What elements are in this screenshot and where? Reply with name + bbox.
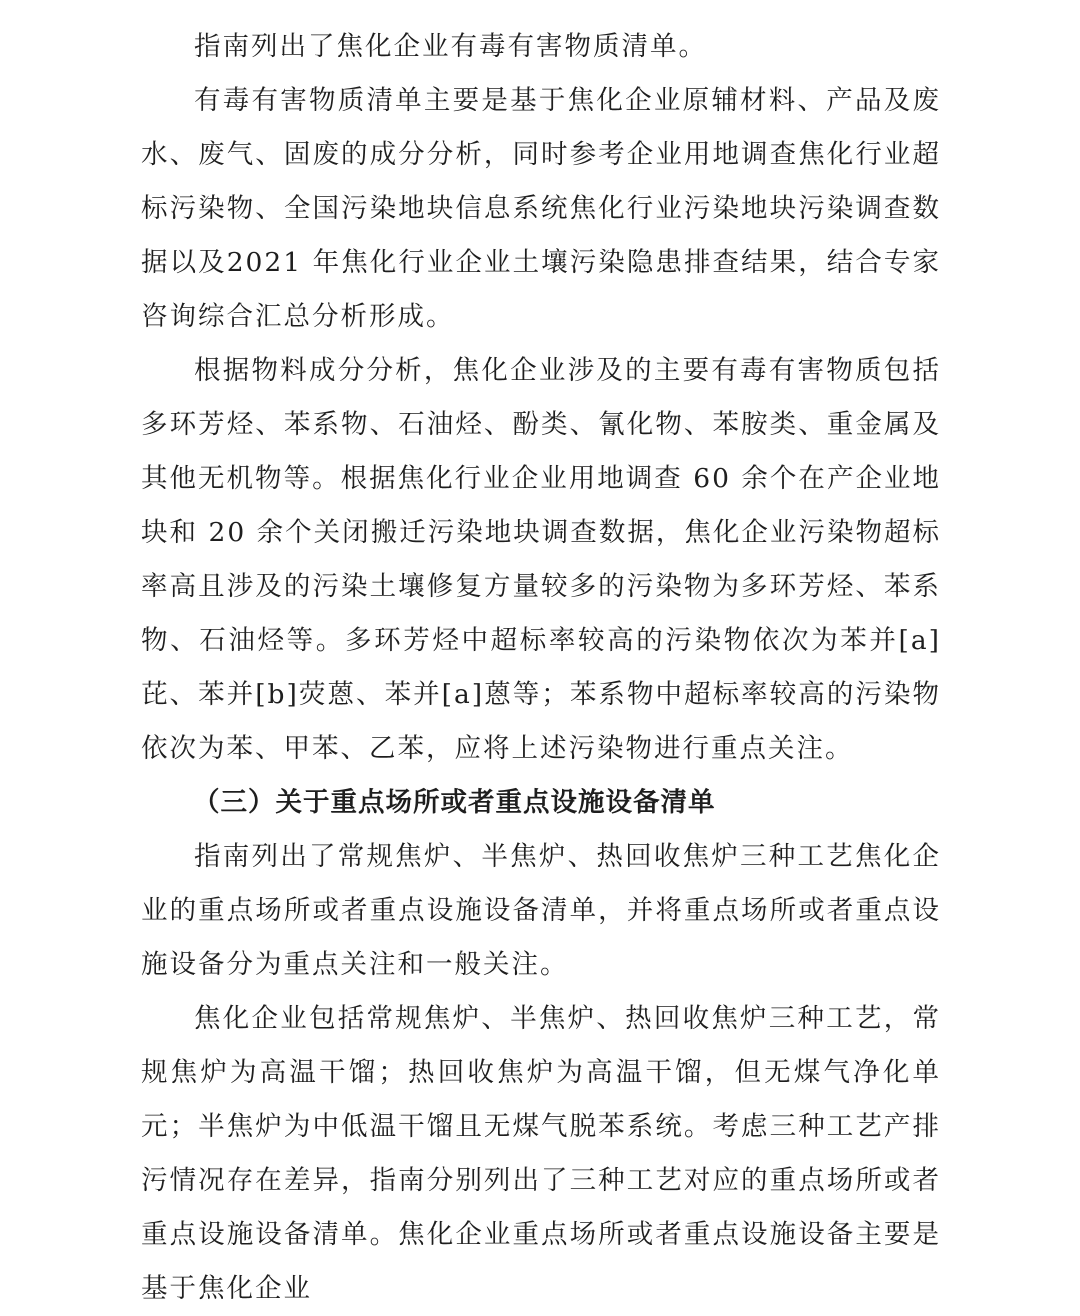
paragraph-toxic-list-basis: 有毒有害物质清单主要是基于焦化企业原辅材料、产品及废水、废气、固废的成分分析，同时参考企业用地调查焦化行业超标污染物、全国污染地块信息系统焦化行业污染地块污染调查数据以及2021 年焦化行业企业土壤污染隐患排查结果，结合专家咨询综合汇总分析形成。 [141, 85, 941, 332]
paragraph-toxic-list-intro: 指南列出了焦化企业有毒有害物质清单。 [194, 31, 707, 62]
document-body [141, 20, 941, 1316]
paragraph-process-types: 焦化企业包括常规焦炉、半焦炉、热回收焦炉三种工艺，常规焦炉为高温干馏；热回收焦炉为高温干馏，但无煤气净化单元；半焦炉为中低温干馏且无煤气脱苯系统。考虑三种工艺产排污情况存在差异，指南分别列出了三种工艺对应的重点场所或者重点设施设备清单。焦化企业重点场所或者重点设施设备主要是基于焦化企业 [141, 1003, 941, 1304]
section-heading-key-facilities: （三）关于重点场所或者重点设施设备清单 [193, 787, 716, 818]
paragraph-facility-list-intro: 指南列出了常规焦炉、半焦炉、热回收焦炉三种工艺焦化企业的重点场所或者重点设施设备清单，并将重点场所或者重点设施设备分为重点关注和一般关注。 [141, 841, 941, 980]
paragraph-material-analysis: 根据物料成分分析，焦化企业涉及的主要有毒有害物质包括多环芳烃、苯系物、石油烃、酚类、氰化物、苯胺类、重金属及其他无机物等。根据焦化行业企业用地调查 60 余个在产企业地块和 20 余个关闭搬迁污染地块调查数据，焦化企业污染物超标率高且涉及的污染土壤修复方量较多的污染物为多环芳烃、苯系物、石油烃等。多环芳烃中超标率较高的污染物依次为苯并[a]芘、苯并[b]荧蒽、苯并[a]蒽等；苯系物中超标率较高的污染物依次为苯、甲苯、乙苯，应将上述污染物进行重点关注。 [141, 355, 941, 764]
